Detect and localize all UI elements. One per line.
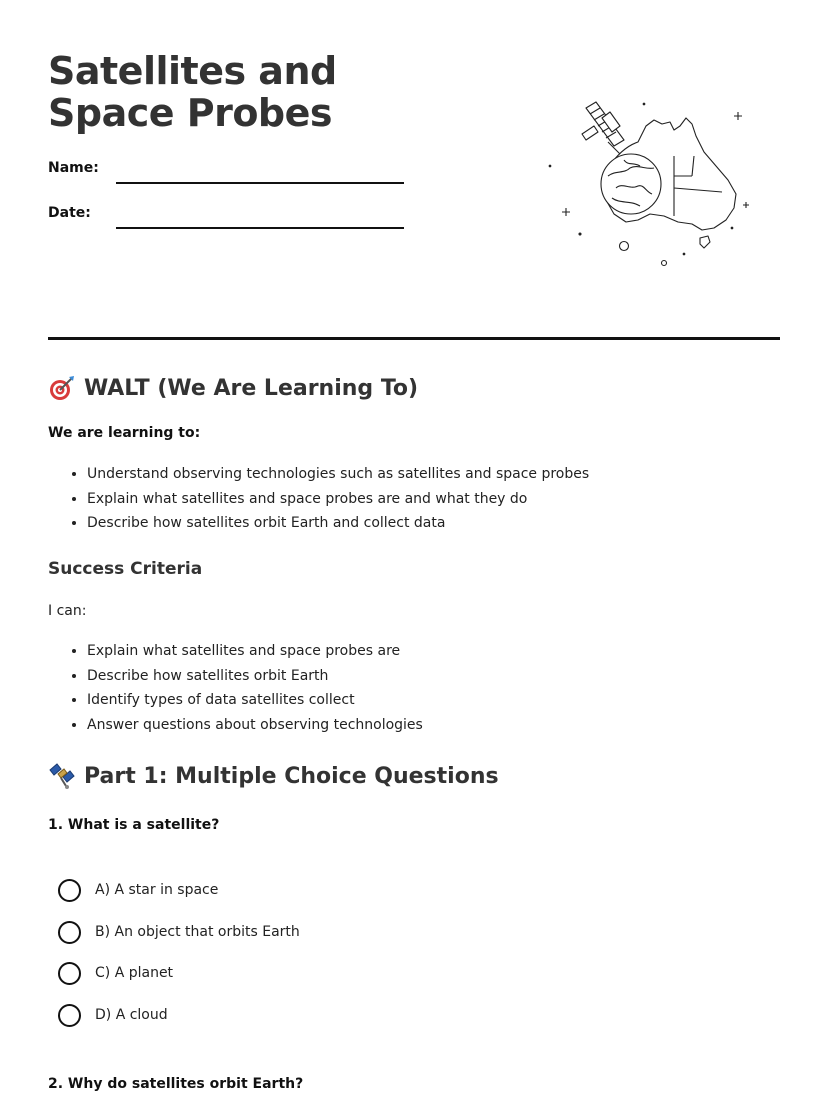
success-item: • Identify types of data satellites collect — [87, 688, 423, 713]
question-1-option-a[interactable] — [58, 878, 218, 902]
option-label: B) An object that orbits Earth — [95, 924, 300, 940]
radio-button[interactable] — [58, 921, 81, 944]
satellite-drawing — [582, 102, 624, 154]
name-write-line[interactable] — [116, 182, 404, 184]
page-title: Satellites and Space Probes — [48, 49, 337, 135]
date-write-line[interactable] — [116, 227, 404, 229]
walt-heading — [48, 374, 418, 402]
walt-intro: We are learning to: — [48, 425, 201, 441]
success-item: • Explain what satellites and space probes are — [87, 639, 423, 664]
name-label: Name: — [48, 160, 99, 176]
question-1-option-d[interactable] — [58, 1003, 168, 1027]
walt-list — [48, 462, 589, 536]
walt-item: • Understand observing technologies such as satellites and space probes — [87, 462, 589, 487]
date-field — [48, 205, 408, 229]
target-dart-icon — [48, 374, 76, 402]
success-criteria-heading: Success Criteria — [48, 559, 203, 579]
option-label: D) A cloud — [95, 1007, 168, 1023]
question-1: 1. What is a satellite? — [48, 817, 220, 833]
question-1-option-b[interactable] — [58, 920, 300, 944]
success-item: • Describe how satellites orbit Earth — [87, 664, 423, 689]
globe-outline — [601, 154, 661, 214]
radio-button[interactable] — [58, 879, 81, 902]
walt-item: • Explain what satellites and space probes are and what they do — [87, 487, 589, 512]
part1-heading — [48, 762, 499, 790]
satellite-icon — [48, 762, 76, 790]
walt-item: • Describe how satellites orbit Earth and collect data — [87, 511, 589, 536]
section-divider — [48, 337, 780, 340]
question-1-option-c[interactable] — [58, 961, 173, 985]
success-item: • Answer questions about observing technologies — [87, 713, 423, 738]
satellite-australia-illustration — [546, 96, 756, 271]
walt-heading-text: WALT (We Are Learning To) — [84, 375, 419, 401]
tasmania-outline — [700, 236, 710, 248]
radio-button[interactable] — [58, 1004, 81, 1027]
success-list — [48, 639, 423, 737]
radio-button[interactable] — [58, 962, 81, 985]
option-label: A) A star in space — [95, 882, 219, 898]
question-2: 2. Why do satellites orbit Earth? — [48, 1076, 304, 1092]
date-label: Date: — [48, 205, 91, 221]
part1-heading-text: Part 1: Multiple Choice Questions — [84, 763, 499, 789]
success-intro: I can: — [48, 603, 87, 619]
name-field — [48, 160, 408, 184]
option-label: C) A planet — [95, 965, 174, 981]
